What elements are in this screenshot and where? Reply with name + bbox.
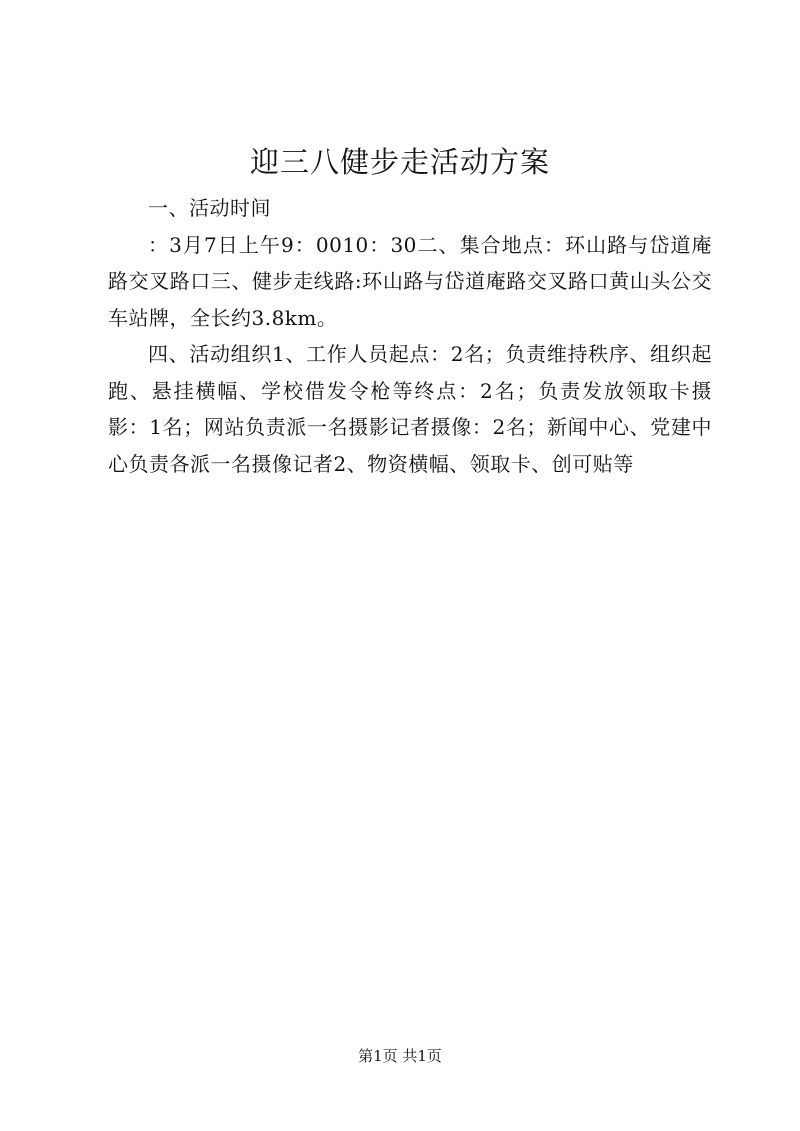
document-title: 迎三八健步走活动方案 — [249, 145, 550, 179]
section-activity-time-heading: 一、活动时间 — [148, 196, 271, 220]
paragraph-time-location-route: ：3月7日上午9：0010：30二、集合地点：环山路与岱道庵路交叉路口三、健步走线路:环山路与岱道庵路交叉路口黄山头公交车站牌，全长约3.8km。 — [108, 232, 712, 330]
document-body — [108, 190, 712, 482]
paragraph-organization: 四、活动组织1、工作人员起点：2名；负责维持秩序、组织起跑、悬挂横幅、学校借发令枪等终点：2名；负责发放领取卡摄影：1名；网站负责派一名摄影记者摄像：2名；新闻中心、党建中心负责各派一名摄像记者2、物资横幅、领取卡、创可贴等 — [108, 342, 712, 476]
page-footer: 第1页 共1页 — [358, 1047, 442, 1065]
